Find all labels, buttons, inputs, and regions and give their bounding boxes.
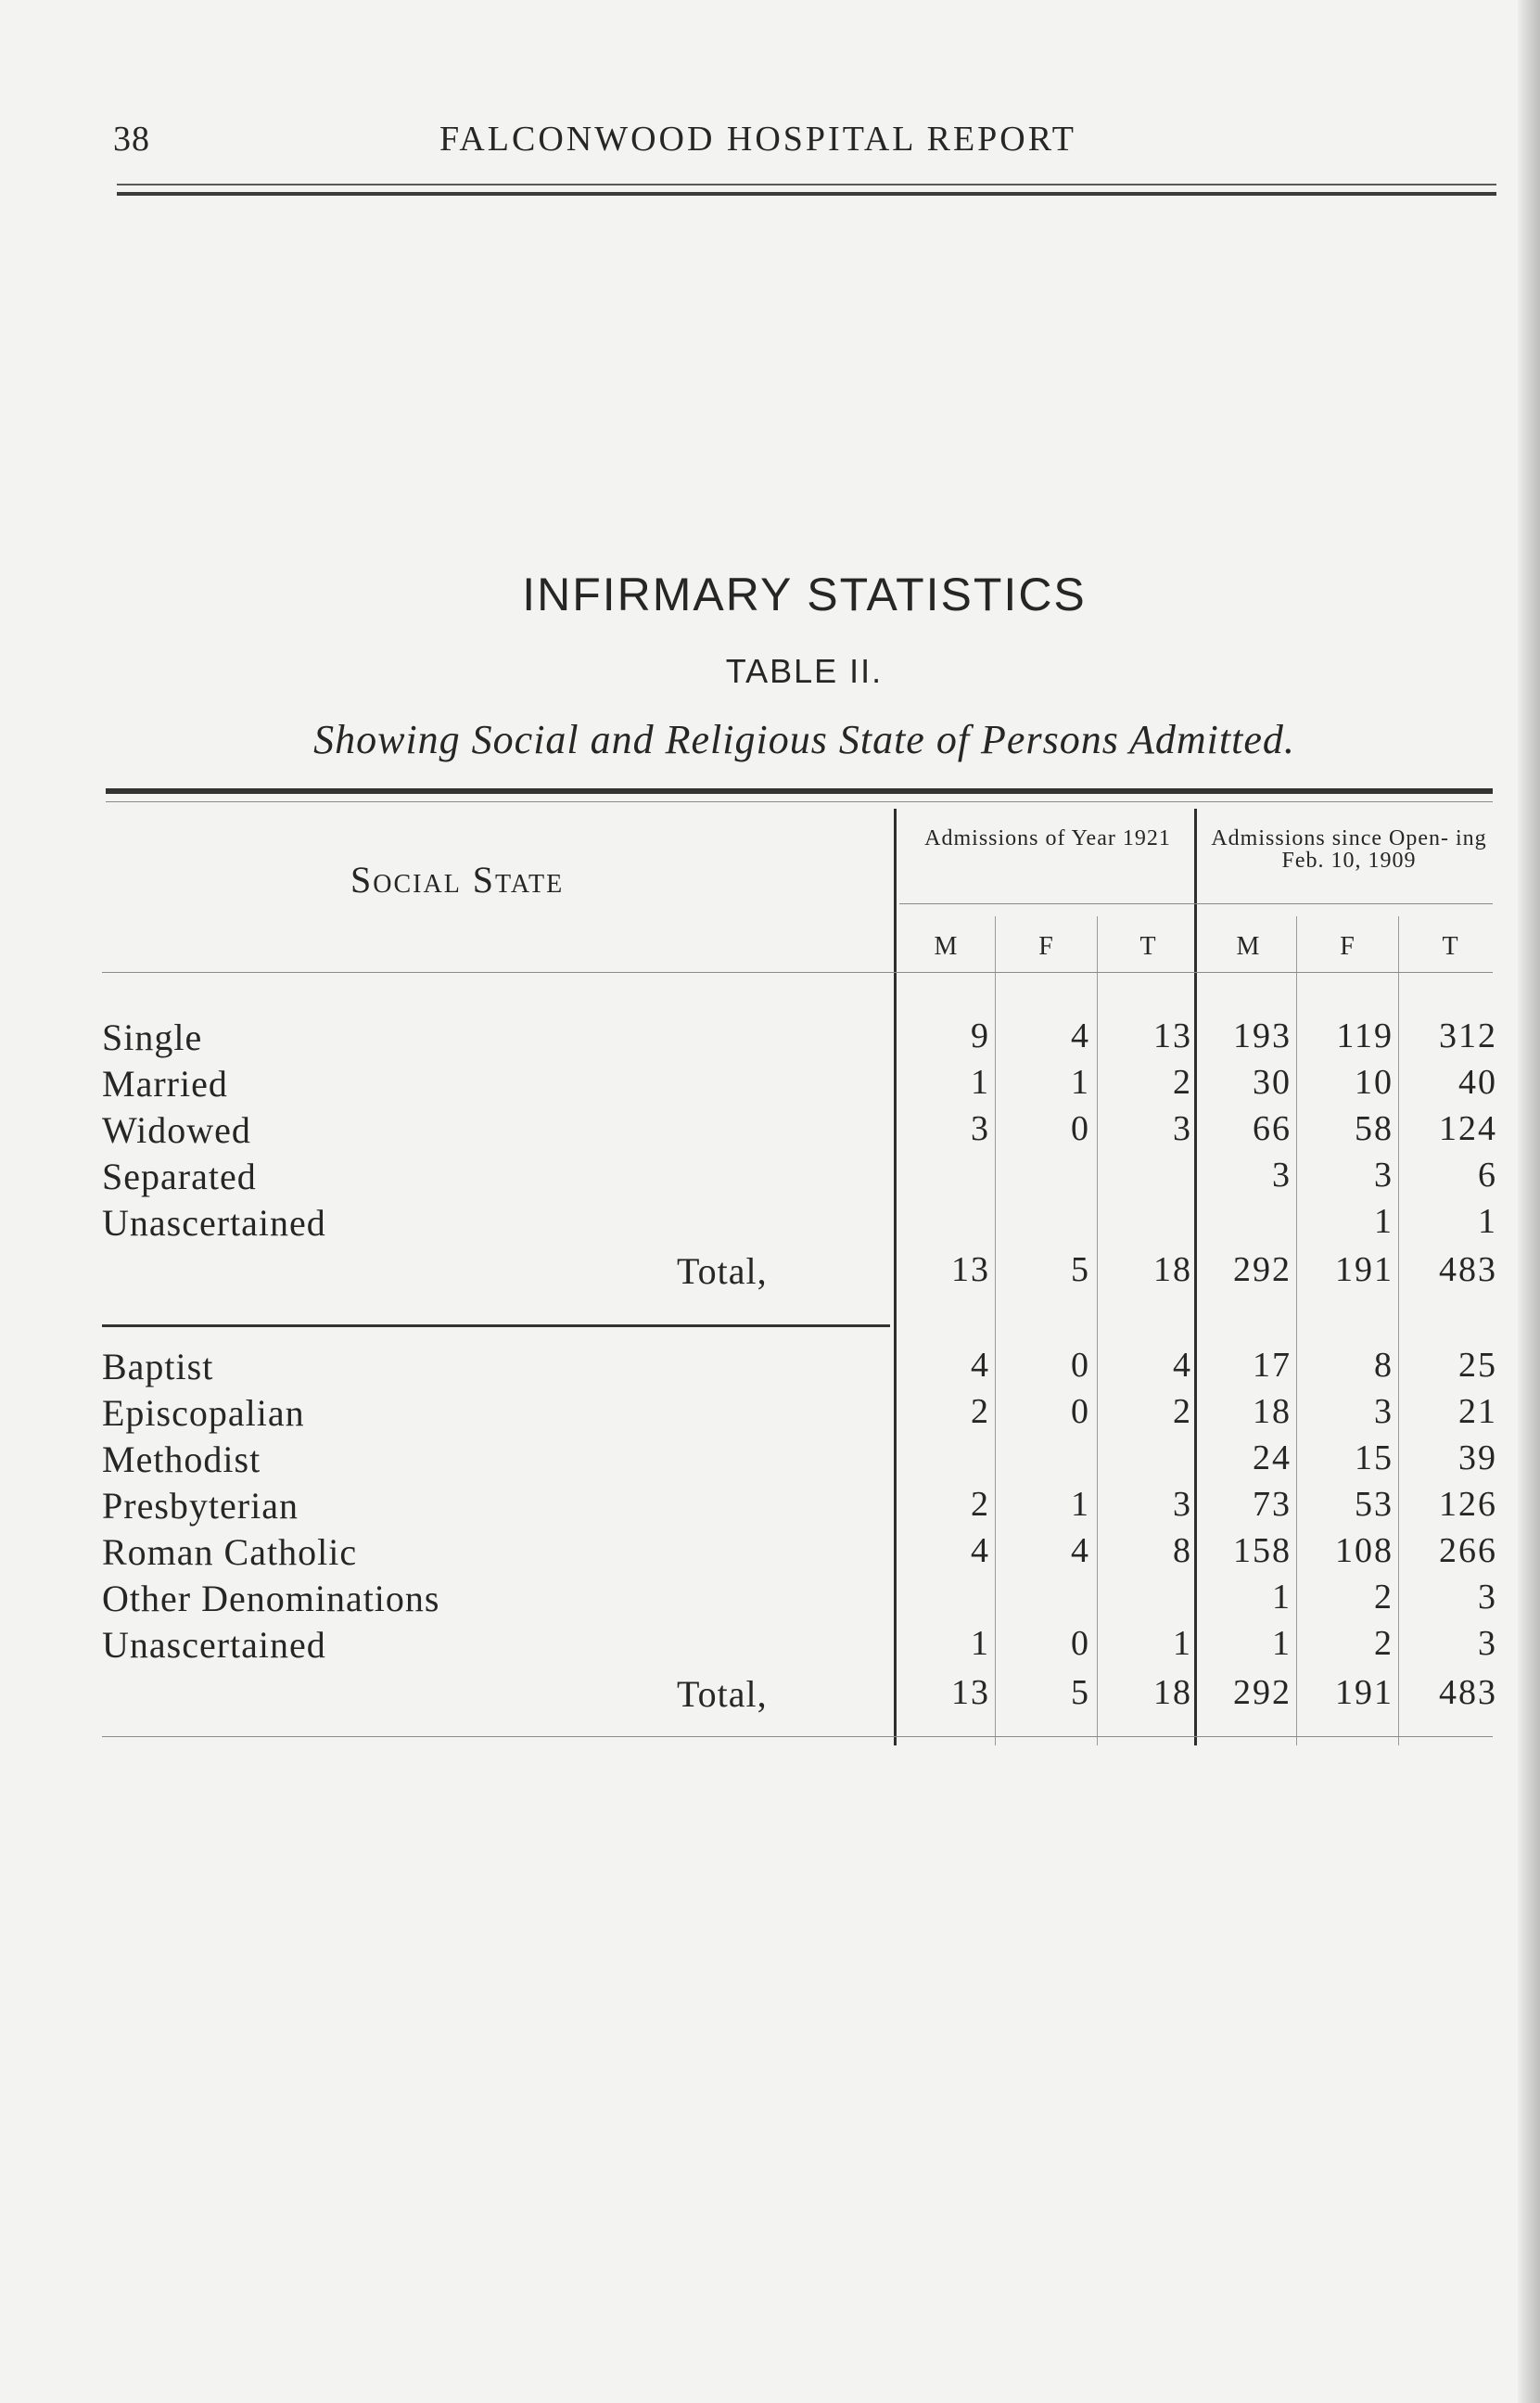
religious-row-2-m-since: 24 [1253, 1438, 1292, 1477]
social-row-3-t-since: 6 [1478, 1156, 1497, 1195]
row-label-married: Married [102, 1063, 228, 1105]
social-row-1-m-1921: 1 [971, 1063, 990, 1102]
report-title: FALCONWOOD HOSPITAL REPORT [439, 120, 1077, 159]
page-number: 38 [113, 120, 150, 159]
table-top-rule-inner [106, 801, 1493, 802]
social-row-0-f-1921: 4 [1071, 1016, 1090, 1055]
religious-row-0-t-1921: 4 [1173, 1346, 1192, 1385]
social-row-0-m-since: 193 [1233, 1016, 1292, 1055]
col-head-f-since: F [1340, 932, 1355, 961]
social-total-f-1921: 5 [1071, 1250, 1090, 1289]
social-row-2-f-since: 58 [1355, 1109, 1394, 1148]
social-total-f-since: 191 [1335, 1250, 1394, 1289]
table-top-rule [106, 788, 1493, 794]
social-state-heading: Social State [350, 859, 565, 901]
row-label-widowed: Widowed [102, 1109, 251, 1151]
row-label-episcopalian: Episcopalian [102, 1392, 305, 1434]
page-edge-shadow [1518, 0, 1540, 2403]
table-caption: Showing Social and Religious State of Persons Admitted. [313, 717, 1295, 762]
religious-row-6-m-since: 1 [1272, 1624, 1292, 1663]
religious-row-3-f-since: 53 [1355, 1485, 1394, 1524]
social-total-label: Total, [677, 1250, 768, 1292]
religious-row-4-t-1921: 8 [1173, 1531, 1192, 1570]
religious-row-3-f-1921: 1 [1071, 1485, 1090, 1524]
social-row-0-f-since: 119 [1336, 1016, 1394, 1055]
group-heading-1921: Admissions of Year 1921 [924, 826, 1171, 850]
row-label-roman-catholic: Roman Catholic [102, 1531, 358, 1573]
row-label-methodist: Methodist [102, 1438, 261, 1480]
religious-total-m-1921: 13 [951, 1673, 990, 1712]
row-label-unascertained-religious: Unascertained [102, 1624, 326, 1666]
religious-row-3-m-since: 73 [1253, 1485, 1292, 1524]
social-total-m-1921: 13 [951, 1250, 990, 1289]
religious-row-5-m-since: 1 [1272, 1578, 1292, 1617]
religious-row-6-t-1921: 1 [1173, 1624, 1192, 1663]
social-row-1-f-since: 10 [1355, 1063, 1394, 1102]
religious-total-f-since: 191 [1335, 1673, 1394, 1712]
religious-row-3-t-1921: 3 [1173, 1485, 1192, 1524]
divider-label-column [894, 809, 897, 1745]
religious-row-1-t-1921: 2 [1173, 1392, 1192, 1431]
religious-row-1-f-1921: 0 [1071, 1392, 1090, 1431]
header-rule-thin [117, 184, 1496, 185]
religious-row-4-f-1921: 4 [1071, 1531, 1090, 1570]
row-label-single: Single [102, 1016, 203, 1058]
social-row-0-t-since: 312 [1439, 1016, 1497, 1055]
religious-row-0-f-since: 8 [1374, 1346, 1394, 1385]
religious-row-1-t-since: 21 [1458, 1392, 1497, 1431]
religious-total-t-since: 483 [1439, 1673, 1497, 1712]
table-bottom-rule [102, 1736, 1493, 1737]
row-label-separated: Separated [102, 1156, 257, 1197]
divider-col-5 [1398, 916, 1399, 1745]
divider-col-2 [1097, 916, 1098, 1745]
running-head [0, 119, 1540, 165]
col-head-f-1921: F [1038, 932, 1053, 961]
religious-total-f-1921: 5 [1071, 1673, 1090, 1712]
religious-row-5-f-since: 2 [1374, 1578, 1394, 1617]
social-total-t-since: 483 [1439, 1250, 1497, 1289]
religious-row-4-m-since: 158 [1233, 1531, 1292, 1570]
col-head-m-since: M [1236, 932, 1260, 961]
table-label: TABLE II. [725, 652, 884, 690]
religious-row-5-t-since: 3 [1478, 1578, 1497, 1617]
social-row-0-t-1921: 13 [1153, 1016, 1192, 1055]
social-row-4-t-since: 1 [1478, 1202, 1497, 1241]
religious-row-2-f-since: 15 [1355, 1438, 1394, 1477]
row-label-other-denominations: Other Denominations [102, 1578, 440, 1619]
social-row-2-t-since: 124 [1439, 1109, 1497, 1148]
social-row-2-m-since: 66 [1253, 1109, 1292, 1148]
social-row-1-f-1921: 1 [1071, 1063, 1090, 1102]
religious-row-3-m-1921: 2 [971, 1485, 990, 1524]
social-row-3-f-since: 3 [1374, 1156, 1394, 1195]
group-heading-since-opening: Admissions since Open- ing Feb. 10, 1909 [1211, 826, 1487, 873]
religious-row-1-m-1921: 2 [971, 1392, 990, 1431]
group-heading-rule [899, 903, 1493, 904]
statistics-table [102, 788, 1497, 1744]
religious-row-4-m-1921: 4 [971, 1531, 990, 1570]
religious-row-0-f-1921: 0 [1071, 1346, 1090, 1385]
social-total-t-1921: 18 [1153, 1250, 1192, 1289]
divider-col-4 [1296, 916, 1297, 1745]
header-bottom-rule [102, 972, 1493, 973]
section-title: INFIRMARY STATISTICS [522, 569, 1087, 620]
religious-row-6-f-1921: 0 [1071, 1624, 1090, 1663]
religious-row-1-m-since: 18 [1253, 1392, 1292, 1431]
religious-total-m-since: 292 [1233, 1673, 1292, 1712]
religious-row-6-t-since: 3 [1478, 1624, 1497, 1663]
religious-total-t-1921: 18 [1153, 1673, 1192, 1712]
col-head-m-1921: M [934, 932, 958, 961]
religious-total-label: Total, [677, 1673, 768, 1715]
row-label-unascertained-social: Unascertained [102, 1202, 326, 1244]
header-rule-thick [117, 192, 1496, 196]
social-row-1-m-since: 30 [1253, 1063, 1292, 1102]
religious-row-1-f-since: 3 [1374, 1392, 1394, 1431]
religious-row-4-t-since: 266 [1439, 1531, 1497, 1570]
divider-group-columns [1194, 809, 1197, 1745]
row-label-baptist: Baptist [102, 1346, 214, 1387]
social-section-rule [102, 1324, 890, 1327]
religious-row-3-t-since: 126 [1439, 1485, 1497, 1524]
social-total-m-since: 292 [1233, 1250, 1292, 1289]
social-row-1-t-since: 40 [1458, 1063, 1497, 1102]
social-row-2-f-1921: 0 [1071, 1109, 1090, 1148]
col-head-t-1921: T [1139, 932, 1156, 961]
religious-row-0-m-1921: 4 [971, 1346, 990, 1385]
religious-row-0-m-since: 17 [1253, 1346, 1292, 1385]
religious-row-2-t-since: 39 [1458, 1438, 1497, 1477]
social-row-2-m-1921: 3 [971, 1109, 990, 1148]
social-row-1-t-1921: 2 [1173, 1063, 1192, 1102]
religious-row-4-f-since: 108 [1335, 1531, 1394, 1570]
religious-row-6-f-since: 2 [1374, 1624, 1394, 1663]
social-row-0-m-1921: 9 [971, 1016, 990, 1055]
social-row-2-t-1921: 3 [1173, 1109, 1192, 1148]
social-row-4-f-since: 1 [1374, 1202, 1394, 1241]
col-head-t-since: T [1442, 932, 1458, 961]
religious-row-0-t-since: 25 [1458, 1346, 1497, 1385]
row-label-presbyterian: Presbyterian [102, 1485, 299, 1527]
religious-row-6-m-1921: 1 [971, 1624, 990, 1663]
divider-col-1 [995, 916, 996, 1745]
social-row-3-m-since: 3 [1272, 1156, 1292, 1195]
